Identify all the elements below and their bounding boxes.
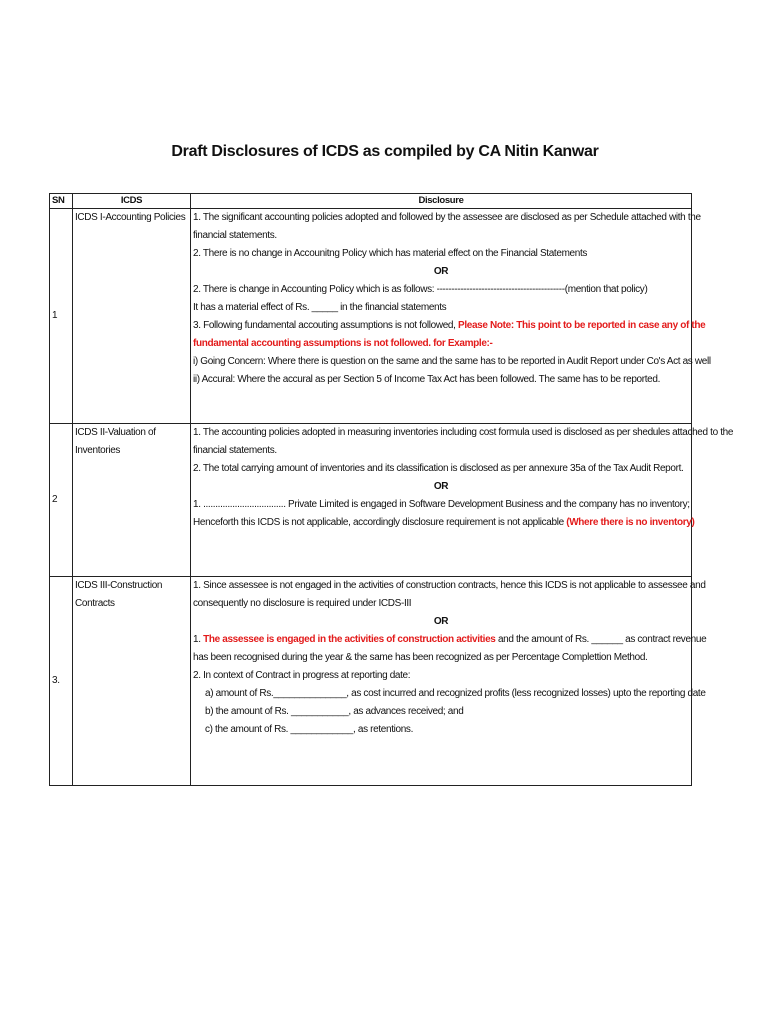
disclosure-line: b) the amount of Rs. ___________, as advances received; and xyxy=(205,706,464,717)
disclosure-line: a) amount of Rs.______________, as cost incurred and recognized profits (less recognized losses) upto the reporting date xyxy=(205,688,706,699)
disclosure-line: ii) Accural: Where the accural as per Section 5 of Income Tax Act has been followed. The same has to be reported. xyxy=(193,374,661,385)
highlight-note: fundamental accounting assumptions is not followed. for Example:- xyxy=(193,338,493,349)
disclosure-line: c) the amount of Rs. ____________, as retentions. xyxy=(205,724,413,735)
icds-cell xyxy=(73,424,191,577)
icds-name: ICDS III-Construction xyxy=(75,580,163,591)
disclosure-text: 1. xyxy=(193,634,201,645)
sn-cell: 3. xyxy=(50,577,73,786)
disclosure-text: Henceforth this ICDS is not applicable, accordingly disclosure requirement is not applicable xyxy=(193,517,564,528)
sn-cell: 1 xyxy=(50,209,73,424)
disclosure-line: It has a material effect of Rs. _____ in the financial statements xyxy=(193,302,447,313)
disclosure-line: financial statements. xyxy=(193,230,277,241)
disclosure-line: has been recognised during the year & the same has been recognized as per Percentage Complettion Method. xyxy=(193,652,648,663)
or-separator: OR xyxy=(433,481,449,492)
disclosure-line: 1. Since assessee is not engaged in the activities of construction contracts, hence this ICDS is not applicable to assessee and xyxy=(193,580,706,591)
disclosure-line: 2. There is change in Accounting Policy which is as follows: -------------------------------------------(mention that policy) xyxy=(193,284,648,295)
disclosure-line: 1. The significant accounting policies adopted and followed by the assessee are disclosed as per Schedule attached with the xyxy=(193,212,701,223)
disclosure-line: 2. The total carrying amount of inventories and its classification is disclosed as per annexure 35a of the Tax Audit Report. xyxy=(193,463,684,474)
disclosure-line: 2. In context of Contract in progress at reporting date: xyxy=(193,670,411,681)
disclosure-line: consequently no disclosure is required under ICDS-III xyxy=(193,598,412,609)
disclosure-line: 2. There is no change in Accounitng Policy which has material effect on the Financial Statements xyxy=(193,248,588,259)
highlight-note: (Where there is no inventory) xyxy=(566,517,695,528)
table-row xyxy=(50,577,692,786)
disclosure-cell xyxy=(191,577,707,786)
disclosure-line xyxy=(193,631,707,649)
header-icds: ICDS xyxy=(73,194,191,209)
disclosure-line xyxy=(193,317,706,335)
table-header-row xyxy=(50,194,692,209)
header-disclosure: Disclosure xyxy=(191,194,692,209)
highlight-note: Please Note: This point to be reported in case any of the xyxy=(458,320,706,331)
disclosure-cell xyxy=(191,209,711,424)
sn-cell: 2 xyxy=(50,424,73,577)
icds-name: ICDS II-Valuation of xyxy=(75,427,156,438)
icds-name: Contracts xyxy=(75,598,115,609)
disclosure-line xyxy=(193,514,695,532)
disclosure-text: and the amount of Rs. ______ as contract revenue xyxy=(497,634,707,645)
disclosure-line: 1. The accounting policies adopted in measuring inventories including cost formula used is disclosed as per shedules attached to the xyxy=(193,427,734,438)
disclosure-line: 1. .................................. Private Limited is engaged in Software Development Business and the company has no inventory; xyxy=(193,499,690,510)
icds-cell xyxy=(73,577,191,786)
table-row xyxy=(50,424,692,577)
icds-name: Inventories xyxy=(75,445,121,456)
highlight-note: The assessee is engaged in the activities of construction activities xyxy=(203,634,496,645)
disclosure-cell xyxy=(191,424,734,577)
page-title: Draft Disclosures of ICDS as compiled by CA Nitin Kanwar xyxy=(171,143,599,160)
icds-disclosure-table xyxy=(49,193,734,786)
disclosure-text: 3. Following fundamental accouting assumptions is not followed, xyxy=(193,320,456,331)
or-separator: OR xyxy=(433,266,449,277)
table-row xyxy=(50,209,692,424)
disclosure-line: i) Going Concern: Where there is question on the same and the same has to be reported in Audit Report under Co's Act as well xyxy=(193,356,711,367)
or-separator: OR xyxy=(433,616,449,627)
icds-name: ICDS I-Accounting Policies xyxy=(75,212,186,223)
header-sn: SN xyxy=(50,194,73,209)
icds-cell xyxy=(73,209,191,424)
disclosure-line: financial statements. xyxy=(193,445,277,456)
